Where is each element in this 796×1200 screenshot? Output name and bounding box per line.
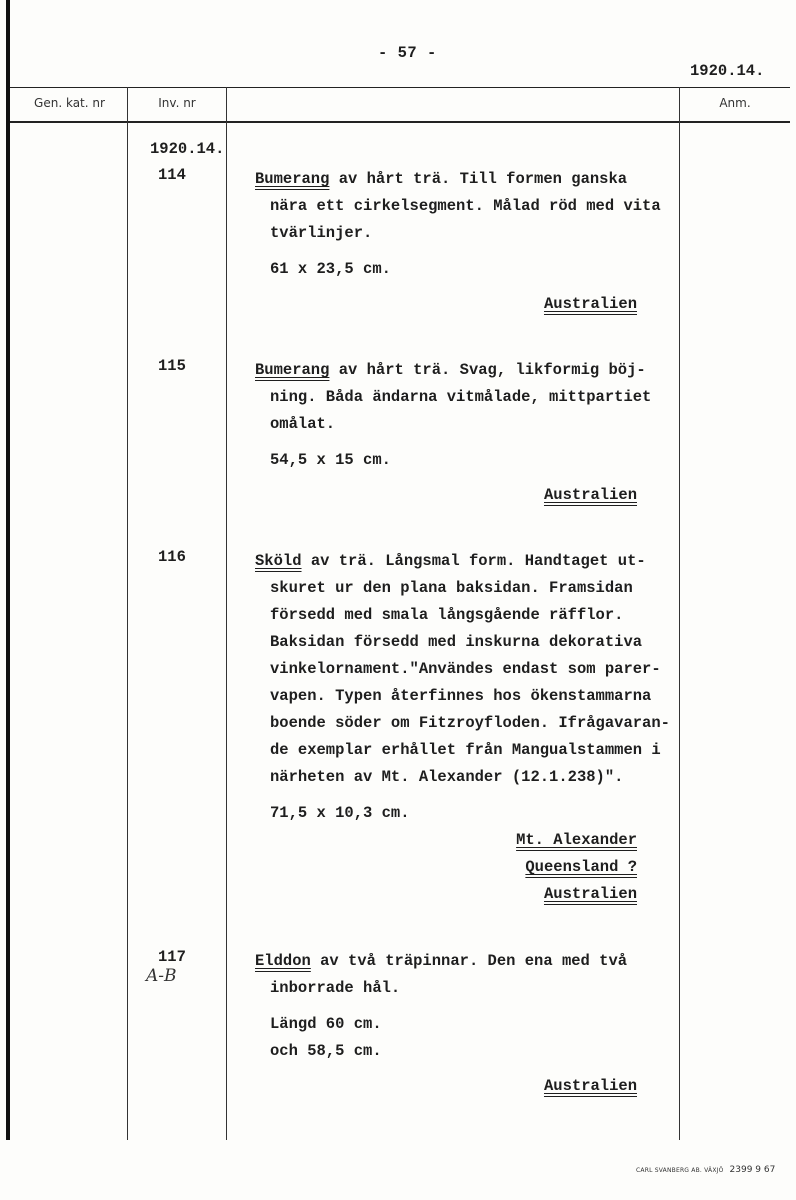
printer-imprint [636,1157,775,1176]
description-line: omålat. [270,415,336,433]
description-line: av två träpinnar. Den ena med två [310,952,628,970]
description-line: av trä. Långsmal form. Handtaget ut- [301,552,646,570]
object-title: Elddon [255,952,311,970]
description-line: vapen. Typen återfinnes hos ökenstammarna [270,687,652,705]
object-title: Bumerang [255,170,330,188]
place-of-origin: Australien [543,885,637,903]
description-line: skuret ur den plana baksidan. Framsidan [270,579,633,597]
object-title: Bumerang [255,361,330,379]
binding-edge [6,0,10,1140]
form-number: 2399 9 67 [729,1165,776,1175]
object-title: Sköld [255,552,302,570]
place-locality: Mt. Alexander [516,831,637,849]
printer-name: CARL SVANBERG AB. VÄXJÖ [636,1167,724,1174]
accession-number-header: 1920.14. [690,62,765,80]
column-header-anm: Anm. [719,96,751,110]
dimensions: 54,5 x 15 cm. [270,451,391,469]
place-of-origin: Australien [543,486,637,504]
catalog-entry [255,948,675,1100]
dimensions: 71,5 x 10,3 cm. [270,804,410,822]
dimensions: Längd 60 cm. [270,1015,382,1033]
column-divider-2 [226,87,227,1140]
catalog-entry [255,548,675,908]
dimensions: 61 x 23,5 cm. [270,260,391,278]
description-line: vinkelornament."Användes endast som parer- [270,660,661,678]
description-line: inborrade hål. [270,979,401,997]
description-line: Baksidan försedd med inskurna dekorativa [270,633,643,651]
place-of-origin: Australien [543,295,637,313]
inventory-number: 117 [158,948,186,966]
description-line: de exemplar erhållet från Mangualstammen i [270,741,661,759]
description-line: boende söder om Fitzroyfloden. Ifrågavaran- [270,714,670,732]
inventory-number: 116 [158,548,186,566]
place-region: Queensland ? [525,858,637,876]
description-line: av hårt trä. Till formen ganska [329,170,628,188]
column-header-gen-kat-nr: Gen. kat. nr [34,96,105,110]
column-header-inv-nr: Inv. nr [158,96,196,110]
inventory-number: 114 [158,166,186,184]
description-line: nära ett cirkelsegment. Målad röd med vita [270,197,661,215]
inventory-number: 115 [158,357,186,375]
dimensions: och 58,5 cm. [270,1042,382,1060]
column-divider-1 [127,87,128,1140]
page-number: - 57 - [378,44,437,62]
catalog-entry [255,166,675,318]
description-line: ning. Båda ändarna vitmålade, mittpartiet [270,388,652,406]
catalog-entry [255,357,675,509]
description-line: försedd med smala långsgående räfflor. [270,606,624,624]
description-line: av hårt trä. Svag, likformig böj- [329,361,646,379]
column-divider-3 [679,87,680,1140]
place-of-origin: Australien [543,1077,637,1095]
inventory-subnumber-handwritten: A-B [146,966,177,986]
description-line: tvärlinjer. [270,224,373,242]
description-line: närheten av Mt. Alexander (12.1.238)". [270,768,624,786]
accession-number: 1920.14. [150,140,225,158]
